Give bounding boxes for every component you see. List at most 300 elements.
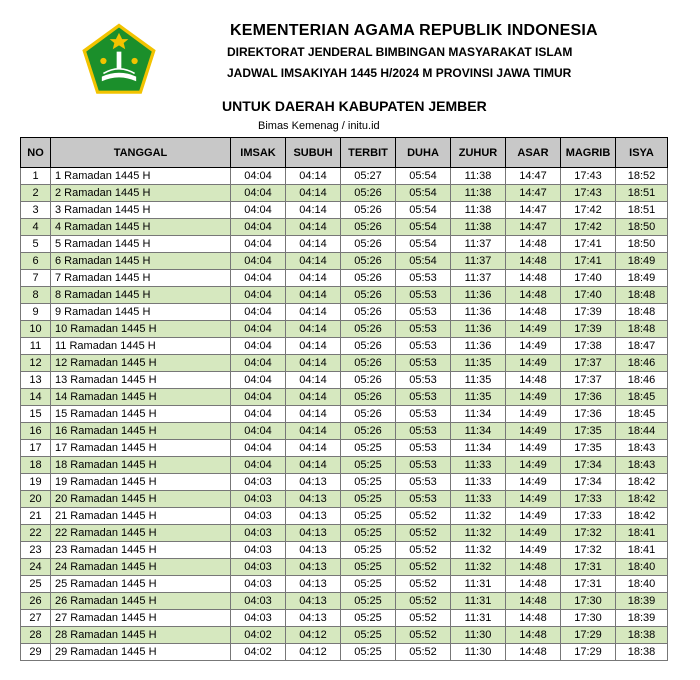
cell-tanggal: 3 Ramadan 1445 H <box>51 202 231 219</box>
cell-no: 29 <box>21 644 51 661</box>
table-row <box>21 219 668 236</box>
cell-no: 18 <box>21 457 51 474</box>
cell-duha: 05:53 <box>396 372 451 389</box>
column-header-zuhur: ZUHUR <box>451 138 506 168</box>
cell-no: 17 <box>21 440 51 457</box>
cell-tanggal: 20 Ramadan 1445 H <box>51 491 231 508</box>
cell-asar: 14:48 <box>506 270 561 287</box>
cell-subuh: 04:14 <box>286 185 341 202</box>
table-header-row <box>21 138 668 168</box>
cell-no: 14 <box>21 389 51 406</box>
cell-isya: 18:38 <box>616 644 668 661</box>
cell-duha: 05:54 <box>396 185 451 202</box>
cell-terbit: 05:26 <box>341 219 396 236</box>
cell-no: 2 <box>21 185 51 202</box>
cell-tanggal: 21 Ramadan 1445 H <box>51 508 231 525</box>
cell-asar: 14:49 <box>506 440 561 457</box>
cell-tanggal: 19 Ramadan 1445 H <box>51 474 231 491</box>
cell-magrib: 17:41 <box>561 236 616 253</box>
cell-duha: 05:53 <box>396 474 451 491</box>
cell-subuh: 04:14 <box>286 287 341 304</box>
cell-zuhur: 11:34 <box>451 440 506 457</box>
cell-isya: 18:51 <box>616 202 668 219</box>
cell-magrib: 17:36 <box>561 406 616 423</box>
cell-zuhur: 11:36 <box>451 321 506 338</box>
cell-magrib: 17:33 <box>561 508 616 525</box>
cell-duha: 05:54 <box>396 219 451 236</box>
cell-imsak: 04:03 <box>231 525 286 542</box>
cell-tanggal: 16 Ramadan 1445 H <box>51 423 231 440</box>
cell-isya: 18:39 <box>616 610 668 627</box>
cell-imsak: 04:04 <box>231 457 286 474</box>
cell-asar: 14:48 <box>506 236 561 253</box>
cell-zuhur: 11:37 <box>451 236 506 253</box>
table-row <box>21 287 668 304</box>
cell-subuh: 04:13 <box>286 525 341 542</box>
cell-isya: 18:43 <box>616 440 668 457</box>
cell-terbit: 05:26 <box>341 423 396 440</box>
kemenag-logo-icon <box>80 22 158 100</box>
cell-imsak: 04:04 <box>231 372 286 389</box>
table-row <box>21 253 668 270</box>
cell-zuhur: 11:38 <box>451 168 506 185</box>
cell-zuhur: 11:32 <box>451 508 506 525</box>
table-row <box>21 423 668 440</box>
cell-imsak: 04:03 <box>231 576 286 593</box>
cell-imsak: 04:04 <box>231 389 286 406</box>
cell-subuh: 04:14 <box>286 406 341 423</box>
cell-tanggal: 5 Ramadan 1445 H <box>51 236 231 253</box>
cell-subuh: 04:14 <box>286 457 341 474</box>
cell-magrib: 17:29 <box>561 627 616 644</box>
cell-asar: 14:49 <box>506 389 561 406</box>
cell-subuh: 04:14 <box>286 423 341 440</box>
table-row <box>21 185 668 202</box>
cell-tanggal: 24 Ramadan 1445 H <box>51 559 231 576</box>
cell-no: 23 <box>21 542 51 559</box>
cell-zuhur: 11:32 <box>451 559 506 576</box>
table-row <box>21 355 668 372</box>
cell-imsak: 04:04 <box>231 440 286 457</box>
cell-imsak: 04:04 <box>231 355 286 372</box>
cell-terbit: 05:27 <box>341 168 396 185</box>
cell-imsak: 04:04 <box>231 168 286 185</box>
table-row <box>21 372 668 389</box>
cell-magrib: 17:31 <box>561 559 616 576</box>
cell-isya: 18:48 <box>616 304 668 321</box>
directorate-title: DIREKTORAT JENDERAL BIMBINGAN MASYARAKAT ISLAM <box>227 45 573 59</box>
cell-asar: 14:49 <box>506 542 561 559</box>
cell-asar: 14:49 <box>506 406 561 423</box>
cell-duha: 05:52 <box>396 593 451 610</box>
cell-no: 13 <box>21 372 51 389</box>
cell-tanggal: 28 Ramadan 1445 H <box>51 627 231 644</box>
cell-tanggal: 15 Ramadan 1445 H <box>51 406 231 423</box>
table-row <box>21 610 668 627</box>
cell-tanggal: 8 Ramadan 1445 H <box>51 287 231 304</box>
cell-magrib: 17:42 <box>561 202 616 219</box>
cell-duha: 05:53 <box>396 287 451 304</box>
cell-subuh: 04:13 <box>286 593 341 610</box>
cell-tanggal: 27 Ramadan 1445 H <box>51 610 231 627</box>
cell-no: 9 <box>21 304 51 321</box>
cell-duha: 05:53 <box>396 457 451 474</box>
cell-subuh: 04:14 <box>286 389 341 406</box>
cell-isya: 18:46 <box>616 355 668 372</box>
cell-zuhur: 11:31 <box>451 610 506 627</box>
cell-no: 5 <box>21 236 51 253</box>
cell-duha: 05:52 <box>396 508 451 525</box>
cell-no: 16 <box>21 423 51 440</box>
table-row <box>21 168 668 185</box>
cell-no: 22 <box>21 525 51 542</box>
cell-magrib: 17:37 <box>561 372 616 389</box>
cell-zuhur: 11:33 <box>451 491 506 508</box>
table-body <box>21 168 668 661</box>
cell-subuh: 04:14 <box>286 219 341 236</box>
cell-tanggal: 1 Ramadan 1445 H <box>51 168 231 185</box>
cell-terbit: 05:25 <box>341 593 396 610</box>
table-row <box>21 321 668 338</box>
cell-terbit: 05:25 <box>341 576 396 593</box>
cell-imsak: 04:04 <box>231 236 286 253</box>
cell-tanggal: 10 Ramadan 1445 H <box>51 321 231 338</box>
cell-isya: 18:40 <box>616 559 668 576</box>
cell-zuhur: 11:31 <box>451 593 506 610</box>
cell-zuhur: 11:38 <box>451 219 506 236</box>
cell-zuhur: 11:38 <box>451 202 506 219</box>
cell-duha: 05:52 <box>396 559 451 576</box>
cell-terbit: 05:25 <box>341 440 396 457</box>
cell-imsak: 04:03 <box>231 508 286 525</box>
cell-subuh: 04:12 <box>286 644 341 661</box>
cell-terbit: 05:25 <box>341 457 396 474</box>
column-header-no: NO <box>21 138 51 168</box>
column-header-isya: ISYA <box>616 138 668 168</box>
cell-isya: 18:44 <box>616 423 668 440</box>
cell-asar: 14:48 <box>506 593 561 610</box>
cell-isya: 18:40 <box>616 576 668 593</box>
cell-isya: 18:46 <box>616 372 668 389</box>
table-row <box>21 627 668 644</box>
cell-zuhur: 11:35 <box>451 355 506 372</box>
region-title: UNTUK DAERAH KABUPATEN JEMBER <box>222 98 487 114</box>
cell-no: 12 <box>21 355 51 372</box>
cell-terbit: 05:26 <box>341 389 396 406</box>
cell-no: 4 <box>21 219 51 236</box>
table-row <box>21 576 668 593</box>
cell-zuhur: 11:36 <box>451 304 506 321</box>
cell-tanggal: 22 Ramadan 1445 H <box>51 525 231 542</box>
cell-terbit: 05:26 <box>341 185 396 202</box>
cell-no: 15 <box>21 406 51 423</box>
source-credit: Bimas Kemenag / initu.id <box>258 120 380 132</box>
cell-subuh: 04:12 <box>286 627 341 644</box>
cell-terbit: 05:26 <box>341 355 396 372</box>
cell-magrib: 17:30 <box>561 610 616 627</box>
cell-imsak: 04:04 <box>231 304 286 321</box>
cell-asar: 14:47 <box>506 219 561 236</box>
cell-isya: 18:51 <box>616 185 668 202</box>
cell-terbit: 05:25 <box>341 525 396 542</box>
cell-terbit: 05:26 <box>341 372 396 389</box>
cell-imsak: 04:03 <box>231 491 286 508</box>
cell-zuhur: 11:37 <box>451 270 506 287</box>
cell-zuhur: 11:32 <box>451 542 506 559</box>
cell-zuhur: 11:33 <box>451 474 506 491</box>
cell-isya: 18:48 <box>616 287 668 304</box>
column-header-terbit: TERBIT <box>341 138 396 168</box>
cell-magrib: 17:43 <box>561 168 616 185</box>
cell-tanggal: 7 Ramadan 1445 H <box>51 270 231 287</box>
cell-tanggal: 25 Ramadan 1445 H <box>51 576 231 593</box>
cell-duha: 05:52 <box>396 542 451 559</box>
cell-imsak: 04:04 <box>231 270 286 287</box>
cell-tanggal: 9 Ramadan 1445 H <box>51 304 231 321</box>
cell-no: 1 <box>21 168 51 185</box>
cell-terbit: 05:25 <box>341 508 396 525</box>
cell-subuh: 04:14 <box>286 372 341 389</box>
cell-zuhur: 11:38 <box>451 185 506 202</box>
cell-isya: 18:50 <box>616 219 668 236</box>
cell-zuhur: 11:30 <box>451 627 506 644</box>
cell-asar: 14:48 <box>506 253 561 270</box>
cell-terbit: 05:25 <box>341 491 396 508</box>
cell-imsak: 04:04 <box>231 202 286 219</box>
cell-magrib: 17:42 <box>561 219 616 236</box>
cell-zuhur: 11:33 <box>451 457 506 474</box>
cell-no: 24 <box>21 559 51 576</box>
table-row <box>21 457 668 474</box>
table-row <box>21 236 668 253</box>
cell-magrib: 17:43 <box>561 185 616 202</box>
cell-magrib: 17:40 <box>561 270 616 287</box>
cell-asar: 14:47 <box>506 202 561 219</box>
cell-duha: 05:53 <box>396 491 451 508</box>
table-row <box>21 270 668 287</box>
cell-duha: 05:54 <box>396 236 451 253</box>
cell-tanggal: 29 Ramadan 1445 H <box>51 644 231 661</box>
cell-no: 19 <box>21 474 51 491</box>
cell-magrib: 17:32 <box>561 542 616 559</box>
cell-duha: 05:53 <box>396 389 451 406</box>
cell-tanggal: 14 Ramadan 1445 H <box>51 389 231 406</box>
cell-isya: 18:50 <box>616 236 668 253</box>
cell-subuh: 04:13 <box>286 610 341 627</box>
cell-isya: 18:52 <box>616 168 668 185</box>
column-header-asar: ASAR <box>506 138 561 168</box>
cell-subuh: 04:14 <box>286 270 341 287</box>
cell-no: 25 <box>21 576 51 593</box>
cell-tanggal: 23 Ramadan 1445 H <box>51 542 231 559</box>
cell-no: 10 <box>21 321 51 338</box>
cell-imsak: 04:02 <box>231 644 286 661</box>
cell-duha: 05:53 <box>396 304 451 321</box>
cell-magrib: 17:34 <box>561 474 616 491</box>
cell-terbit: 05:25 <box>341 610 396 627</box>
cell-duha: 05:53 <box>396 270 451 287</box>
table-row <box>21 202 668 219</box>
cell-asar: 14:48 <box>506 627 561 644</box>
cell-asar: 14:49 <box>506 338 561 355</box>
cell-duha: 05:52 <box>396 627 451 644</box>
cell-duha: 05:52 <box>396 576 451 593</box>
cell-subuh: 04:14 <box>286 304 341 321</box>
cell-no: 11 <box>21 338 51 355</box>
table-row <box>21 389 668 406</box>
cell-magrib: 17:37 <box>561 355 616 372</box>
cell-subuh: 04:13 <box>286 559 341 576</box>
cell-isya: 18:47 <box>616 338 668 355</box>
cell-tanggal: 6 Ramadan 1445 H <box>51 253 231 270</box>
cell-no: 26 <box>21 593 51 610</box>
cell-terbit: 05:25 <box>341 542 396 559</box>
cell-magrib: 17:33 <box>561 491 616 508</box>
cell-zuhur: 11:34 <box>451 423 506 440</box>
cell-magrib: 17:34 <box>561 457 616 474</box>
cell-isya: 18:49 <box>616 270 668 287</box>
cell-no: 7 <box>21 270 51 287</box>
cell-terbit: 05:26 <box>341 287 396 304</box>
cell-subuh: 04:14 <box>286 440 341 457</box>
cell-subuh: 04:13 <box>286 576 341 593</box>
cell-asar: 14:48 <box>506 304 561 321</box>
cell-duha: 05:53 <box>396 440 451 457</box>
cell-subuh: 04:13 <box>286 474 341 491</box>
cell-isya: 18:43 <box>616 457 668 474</box>
cell-magrib: 17:38 <box>561 338 616 355</box>
cell-imsak: 04:04 <box>231 321 286 338</box>
cell-zuhur: 11:35 <box>451 389 506 406</box>
ministry-title: KEMENTERIAN AGAMA REPUBLIK INDONESIA <box>230 22 598 39</box>
cell-terbit: 05:25 <box>341 474 396 491</box>
cell-terbit: 05:26 <box>341 321 396 338</box>
cell-asar: 14:49 <box>506 491 561 508</box>
cell-no: 6 <box>21 253 51 270</box>
cell-tanggal: 4 Ramadan 1445 H <box>51 219 231 236</box>
cell-duha: 05:53 <box>396 355 451 372</box>
cell-isya: 18:41 <box>616 542 668 559</box>
cell-magrib: 17:39 <box>561 304 616 321</box>
table-row <box>21 542 668 559</box>
cell-imsak: 04:04 <box>231 287 286 304</box>
cell-magrib: 17:30 <box>561 593 616 610</box>
cell-terbit: 05:26 <box>341 270 396 287</box>
cell-zuhur: 11:32 <box>451 525 506 542</box>
cell-tanggal: 13 Ramadan 1445 H <box>51 372 231 389</box>
column-header-subuh: SUBUH <box>286 138 341 168</box>
cell-no: 3 <box>21 202 51 219</box>
cell-zuhur: 11:34 <box>451 406 506 423</box>
cell-asar: 14:49 <box>506 457 561 474</box>
cell-magrib: 17:35 <box>561 440 616 457</box>
cell-isya: 18:39 <box>616 593 668 610</box>
cell-duha: 05:52 <box>396 644 451 661</box>
cell-zuhur: 11:30 <box>451 644 506 661</box>
cell-magrib: 17:41 <box>561 253 616 270</box>
cell-asar: 14:48 <box>506 287 561 304</box>
cell-zuhur: 11:36 <box>451 287 506 304</box>
cell-isya: 18:42 <box>616 508 668 525</box>
cell-imsak: 04:03 <box>231 474 286 491</box>
cell-terbit: 05:26 <box>341 304 396 321</box>
cell-imsak: 04:04 <box>231 423 286 440</box>
cell-imsak: 04:04 <box>231 219 286 236</box>
cell-terbit: 05:26 <box>341 253 396 270</box>
cell-isya: 18:48 <box>616 321 668 338</box>
imsakiyah-table <box>20 137 668 661</box>
cell-zuhur: 11:35 <box>451 372 506 389</box>
table-row <box>21 440 668 457</box>
schedule-title: JADWAL IMSAKIYAH 1445 H/2024 M PROVINSI JAWA TIMUR <box>227 66 572 80</box>
cell-tanggal: 11 Ramadan 1445 H <box>51 338 231 355</box>
cell-imsak: 04:03 <box>231 593 286 610</box>
cell-imsak: 04:04 <box>231 253 286 270</box>
cell-subuh: 04:14 <box>286 253 341 270</box>
cell-terbit: 05:26 <box>341 202 396 219</box>
cell-asar: 14:49 <box>506 525 561 542</box>
cell-asar: 14:49 <box>506 355 561 372</box>
cell-asar: 14:48 <box>506 610 561 627</box>
cell-no: 21 <box>21 508 51 525</box>
cell-tanggal: 26 Ramadan 1445 H <box>51 593 231 610</box>
cell-magrib: 17:36 <box>561 389 616 406</box>
table-row <box>21 304 668 321</box>
column-header-duha: DUHA <box>396 138 451 168</box>
cell-imsak: 04:03 <box>231 610 286 627</box>
cell-imsak: 04:04 <box>231 338 286 355</box>
cell-asar: 14:49 <box>506 474 561 491</box>
cell-subuh: 04:13 <box>286 542 341 559</box>
cell-imsak: 04:04 <box>231 185 286 202</box>
cell-isya: 18:38 <box>616 627 668 644</box>
cell-subuh: 04:14 <box>286 168 341 185</box>
cell-duha: 05:52 <box>396 525 451 542</box>
cell-duha: 05:53 <box>396 338 451 355</box>
cell-subuh: 04:13 <box>286 508 341 525</box>
cell-asar: 14:47 <box>506 185 561 202</box>
cell-subuh: 04:14 <box>286 202 341 219</box>
cell-duha: 05:54 <box>396 202 451 219</box>
column-header-tanggal: TANGGAL <box>51 138 231 168</box>
cell-duha: 05:53 <box>396 321 451 338</box>
cell-isya: 18:42 <box>616 491 668 508</box>
cell-magrib: 17:40 <box>561 287 616 304</box>
cell-isya: 18:49 <box>616 253 668 270</box>
cell-asar: 14:49 <box>506 321 561 338</box>
cell-asar: 14:49 <box>506 423 561 440</box>
cell-terbit: 05:25 <box>341 644 396 661</box>
column-header-imsak: IMSAK <box>231 138 286 168</box>
cell-isya: 18:45 <box>616 406 668 423</box>
cell-subuh: 04:14 <box>286 321 341 338</box>
cell-no: 27 <box>21 610 51 627</box>
cell-duha: 05:53 <box>396 406 451 423</box>
cell-no: 20 <box>21 491 51 508</box>
cell-magrib: 17:32 <box>561 525 616 542</box>
table-row <box>21 406 668 423</box>
cell-imsak: 04:02 <box>231 627 286 644</box>
cell-magrib: 17:31 <box>561 576 616 593</box>
cell-terbit: 05:26 <box>341 338 396 355</box>
cell-tanggal: 17 Ramadan 1445 H <box>51 440 231 457</box>
cell-duha: 05:54 <box>396 168 451 185</box>
cell-isya: 18:45 <box>616 389 668 406</box>
cell-zuhur: 11:31 <box>451 576 506 593</box>
cell-terbit: 05:26 <box>341 236 396 253</box>
cell-tanggal: 12 Ramadan 1445 H <box>51 355 231 372</box>
cell-tanggal: 2 Ramadan 1445 H <box>51 185 231 202</box>
